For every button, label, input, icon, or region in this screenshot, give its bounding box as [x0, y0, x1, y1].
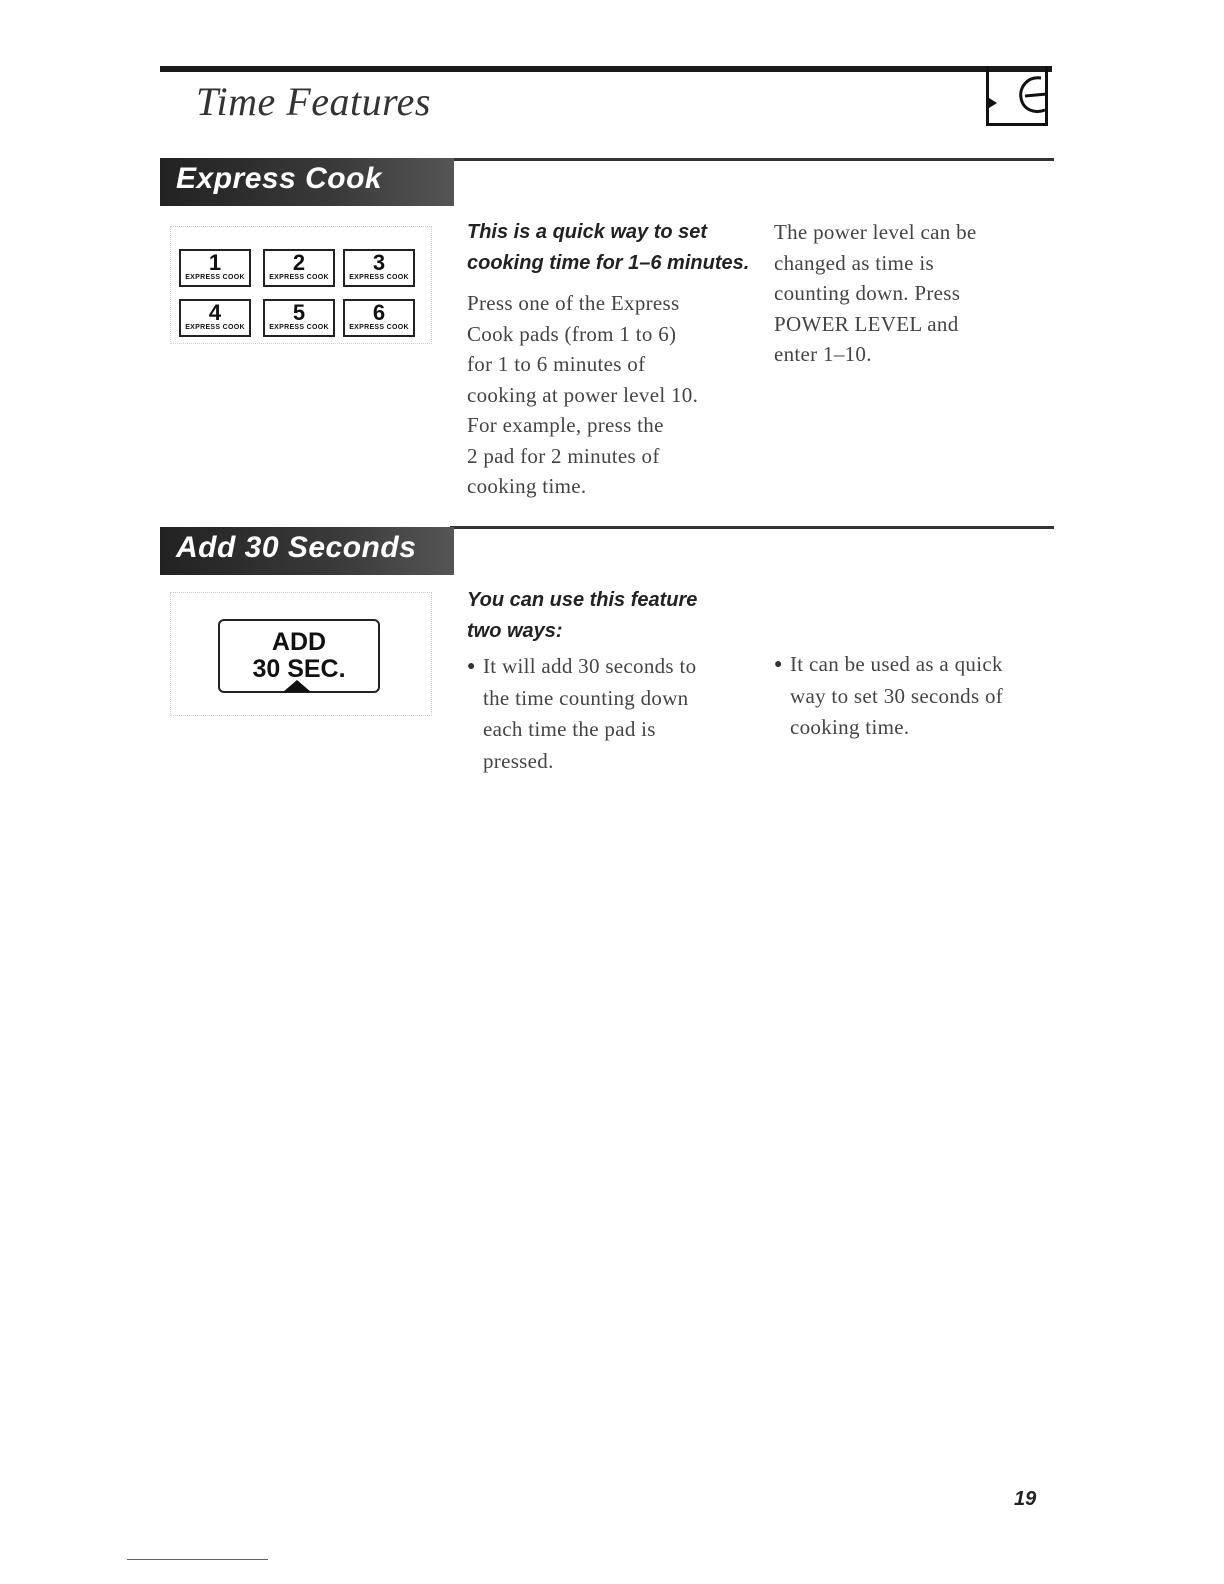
express-cook-pad-2[interactable]: 2 EXPRESS COOK [263, 249, 335, 287]
add30-heading: Add 30 Seconds [160, 527, 454, 575]
page-number: 19 [1014, 1488, 1037, 1510]
express-cook-rule [450, 158, 1054, 161]
top-rule [160, 66, 1052, 72]
express-cook-pad-6[interactable]: 6 EXPRESS COOK [343, 299, 415, 337]
add-30-sec-pad[interactable]: ADD 30 SEC. [218, 619, 380, 693]
bullet-icon: ● [774, 657, 783, 672]
express-cook-body: Press one of the Express Cook pads (from 1 to 6) for 1 to 6 minutes of cooking at power level 10. For example, press the 2 pad for 2 minutes of cooking time. [467, 291, 699, 498]
express-cook-keypad [170, 226, 432, 344]
cooking-timer-icon [989, 66, 1051, 126]
express-cook-pad-1[interactable]: 1 EXPRESS COOK [179, 249, 251, 287]
corner-logo [986, 66, 1048, 126]
page-title: Time Features [196, 79, 431, 124]
express-cook-pad-4[interactable]: 4 EXPRESS COOK [179, 299, 251, 337]
add30-keypad [170, 592, 432, 716]
bullet-icon: ● [467, 659, 476, 674]
footer-link-line [127, 1559, 268, 1560]
express-cook-side-note: The power level can be changed as time is counting down. Press POWER LEVEL and enter 1–10. [774, 220, 977, 366]
indicator-triangle-icon [283, 680, 311, 692]
add30-bullet-1: ● It will add 30 seconds to the time counting down each time the pad is pressed. [467, 651, 696, 777]
express-cook-lead: This is a quick way to set cooking time for 1–6 minutes. [467, 221, 750, 274]
add30-lead: You can use this feature two ways: [467, 589, 698, 642]
add30-rule [450, 526, 1054, 529]
add30-bullet-2: ● It can be used as a quick way to set 30 seconds of cooking time. [774, 649, 1003, 744]
express-cook-heading: Express Cook [160, 158, 454, 206]
express-cook-pad-5[interactable]: 5 EXPRESS COOK [263, 299, 335, 337]
express-cook-pad-3[interactable]: 3 EXPRESS COOK [343, 249, 415, 287]
